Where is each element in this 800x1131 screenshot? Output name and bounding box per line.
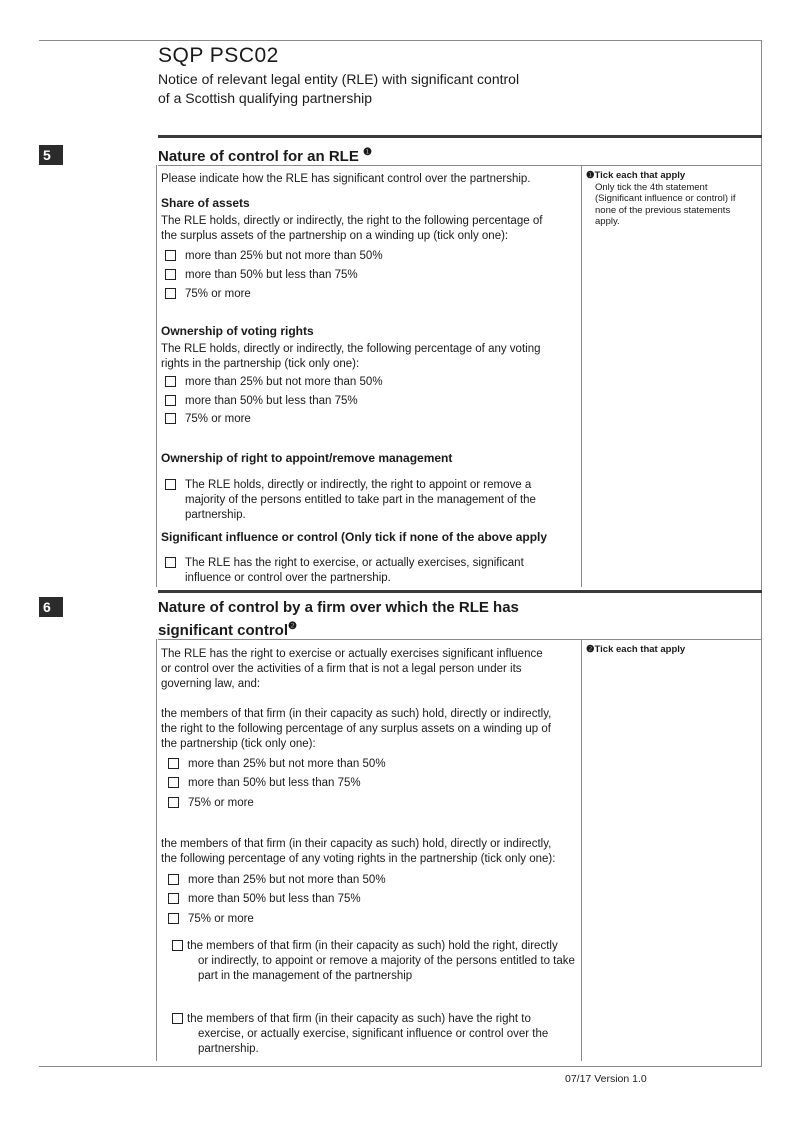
firm-voting-option-3[interactable] xyxy=(168,912,254,927)
sidenote-line-4: apply. xyxy=(595,216,620,227)
section-5-rule xyxy=(158,135,762,138)
checkbox[interactable] xyxy=(172,940,183,951)
sidenote-title xyxy=(586,644,761,656)
checkbox[interactable] xyxy=(168,797,179,808)
appoint-line-2: majority of the persons entitled to take part in the management of the xyxy=(185,494,536,506)
firm-assets-line-2: the right to the following percentage of any surplus assets on a winding up of xyxy=(161,723,551,735)
section-6-intro xyxy=(161,647,543,692)
firm-voting-text xyxy=(161,837,555,867)
section-5-number: 5 xyxy=(39,145,63,165)
voting-rights-heading: Ownership of voting rights xyxy=(161,324,314,338)
firm-assets-option-3[interactable] xyxy=(168,796,254,811)
checkbox[interactable] xyxy=(165,376,176,387)
section-5-note-marker: ❶ xyxy=(363,147,372,158)
sidenote-line-1: Only tick the 4th statement xyxy=(595,181,708,193)
section-6-title xyxy=(158,598,519,640)
section-6-intro-line-3: governing law, and: xyxy=(161,678,261,690)
option-label: 75% or more xyxy=(185,413,251,425)
sidenote-title-text: Tick each that apply xyxy=(594,644,686,655)
checkbox[interactable] xyxy=(168,758,179,769)
section-6-title-line-2-wrap xyxy=(158,617,519,640)
share-assets-text-line-1: The RLE holds, directly or indirectly, the right to the following percentage of xyxy=(161,215,543,227)
voting-rights-text-line-1: The RLE holds, directly or indirectly, the following percentage of any voting xyxy=(161,343,541,355)
firm-assets-line-3: the partnership (tick only one): xyxy=(161,738,316,750)
form-code: SQP PSC02 xyxy=(158,44,279,67)
section-6-intro-line-1: The RLE has the right to exercise or actually exercises significant influence xyxy=(161,648,543,660)
section-6-divider xyxy=(581,639,582,1061)
bottom-rule xyxy=(39,1066,762,1067)
option-label: 75% or more xyxy=(188,913,254,925)
share-assets-text xyxy=(161,214,542,244)
option-label xyxy=(185,478,536,523)
checkbox[interactable] xyxy=(168,777,179,788)
option-label: more than 50% but less than 75% xyxy=(188,777,361,789)
section-5-intro: Please indicate how the RLE has significant control over the partnership. xyxy=(161,173,531,185)
section-5-subrule xyxy=(158,165,762,166)
share-assets-option-3[interactable] xyxy=(165,287,251,302)
checkbox[interactable] xyxy=(165,479,176,490)
influence-heading: Significant influence or control (Only tick if none of the above apply xyxy=(161,530,548,544)
option-label xyxy=(187,1012,548,1057)
checkbox[interactable] xyxy=(165,288,176,299)
appoint-option[interactable] xyxy=(165,478,536,523)
share-assets-option-1[interactable] xyxy=(165,249,383,264)
checkbox[interactable] xyxy=(168,893,179,904)
firm-voting-line-1: the members of that firm (in their capacity as such) hold, directly or indirectly, xyxy=(161,838,552,850)
section-6-note-marker: ❷ xyxy=(288,621,297,632)
sidenote-line-3: none of the previous statements xyxy=(595,204,731,216)
appoint-heading: Ownership of right to appoint/remove management xyxy=(161,451,453,465)
checkbox[interactable] xyxy=(168,913,179,924)
appoint-line-3: partnership. xyxy=(185,509,246,521)
form-subtitle-line-1: Notice of relevant legal entity (RLE) with significant control xyxy=(158,71,520,87)
share-assets-option-2[interactable] xyxy=(165,268,358,283)
option-label: more than 25% but not more than 50% xyxy=(188,758,386,770)
checkbox[interactable] xyxy=(165,557,176,568)
firm-voting-line-2: the following percentage of any voting rights in the partnership (tick only one): xyxy=(161,853,556,865)
firm-assets-text xyxy=(161,707,551,752)
firm-appoint-option[interactable] xyxy=(172,939,575,984)
section-5-divider xyxy=(581,165,582,587)
firm-influence-option[interactable] xyxy=(172,1012,548,1057)
sidenote-title-text: Tick each that apply xyxy=(594,170,686,181)
voting-rights-option-1[interactable] xyxy=(165,375,383,390)
section-5-left-border xyxy=(156,165,157,587)
checkbox[interactable] xyxy=(165,250,176,261)
influence-option[interactable] xyxy=(165,556,524,586)
share-assets-heading: Share of assets xyxy=(161,196,250,210)
firm-appoint-line-2: or indirectly, to appoint or remove a majority of the persons entitled to take xyxy=(198,955,575,967)
section-6-title-line-1: Nature of control by a firm over which the RLE has xyxy=(158,599,519,616)
sidenote-marker: ❶ xyxy=(586,170,595,181)
firm-influence-line-1: the members of that firm (in their capacity as such) have the right to xyxy=(187,1013,531,1025)
section-5-title-text: Nature of control for an RLE xyxy=(158,148,359,165)
form-subtitle-line-2: of a Scottish qualifying partnership xyxy=(158,90,373,106)
voting-rights-text-line-2: rights in the partnership (tick only one): xyxy=(161,358,360,370)
voting-rights-option-2[interactable] xyxy=(165,394,358,409)
checkbox[interactable] xyxy=(168,874,179,885)
voting-rights-text xyxy=(161,342,541,372)
checkbox[interactable] xyxy=(165,413,176,424)
appoint-line-1: The RLE holds, directly or indirectly, the right to appoint or remove a xyxy=(185,479,532,491)
option-label: more than 25% but not more than 50% xyxy=(188,874,386,886)
firm-assets-line-1: the members of that firm (in their capacity as such) hold, directly or indirectly, xyxy=(161,708,552,720)
firm-appoint-line-3: part in the management of the partnership xyxy=(198,970,413,982)
section-6-subrule xyxy=(158,639,762,640)
sidenote-marker: ❷ xyxy=(586,644,595,655)
option-label: more than 50% but less than 75% xyxy=(185,395,358,407)
firm-assets-option-1[interactable] xyxy=(168,757,386,772)
section-5-title xyxy=(158,143,372,166)
firm-assets-option-2[interactable] xyxy=(168,776,361,791)
option-label: more than 25% but not more than 50% xyxy=(185,376,383,388)
section-6-number: 6 xyxy=(39,597,63,617)
firm-voting-option-1[interactable] xyxy=(168,873,386,888)
option-label: 75% or more xyxy=(188,797,254,809)
section-6-left-border xyxy=(156,639,157,1061)
checkbox[interactable] xyxy=(172,1013,183,1024)
share-assets-text-line-2: the surplus assets of the partnership on a winding up (tick only one): xyxy=(161,230,509,242)
firm-influence-line-3: partnership. xyxy=(198,1043,259,1055)
section-5-sidenote xyxy=(586,170,761,228)
firm-voting-option-2[interactable] xyxy=(168,892,361,907)
firm-appoint-line-1: the members of that firm (in their capacity as such) hold the right, directly xyxy=(187,940,558,952)
section-6-rule xyxy=(158,590,762,593)
option-label xyxy=(187,939,575,984)
sidenote-title xyxy=(586,170,761,182)
option-label: 75% or more xyxy=(185,288,251,300)
voting-rights-option-3[interactable] xyxy=(165,412,251,427)
section-6-intro-line-2: or control over the activities of a firm that is not a legal person under its xyxy=(161,663,522,675)
option-label: more than 50% but less than 75% xyxy=(185,269,358,281)
option-label: more than 50% but less than 75% xyxy=(188,893,361,905)
checkbox[interactable] xyxy=(165,395,176,406)
section-6-sidenote xyxy=(586,644,761,656)
version-label: 07/17 Version 1.0 xyxy=(565,1073,647,1085)
top-rule xyxy=(39,40,761,41)
influence-line-1: The RLE has the right to exercise, or actually exercises, significant xyxy=(185,557,524,569)
checkbox[interactable] xyxy=(165,269,176,280)
option-label: more than 25% but not more than 50% xyxy=(185,250,383,262)
sidenote-line-2: (Significant influence or control) if xyxy=(595,193,736,204)
option-label xyxy=(185,556,524,586)
firm-influence-line-2: exercise, or actually exercise, significant influence or control over the xyxy=(198,1028,549,1040)
section-6-title-line-2: significant control xyxy=(158,622,289,639)
right-border xyxy=(761,40,762,1067)
form-subtitle xyxy=(158,70,598,108)
influence-line-2: influence or control over the partnership. xyxy=(185,572,391,584)
